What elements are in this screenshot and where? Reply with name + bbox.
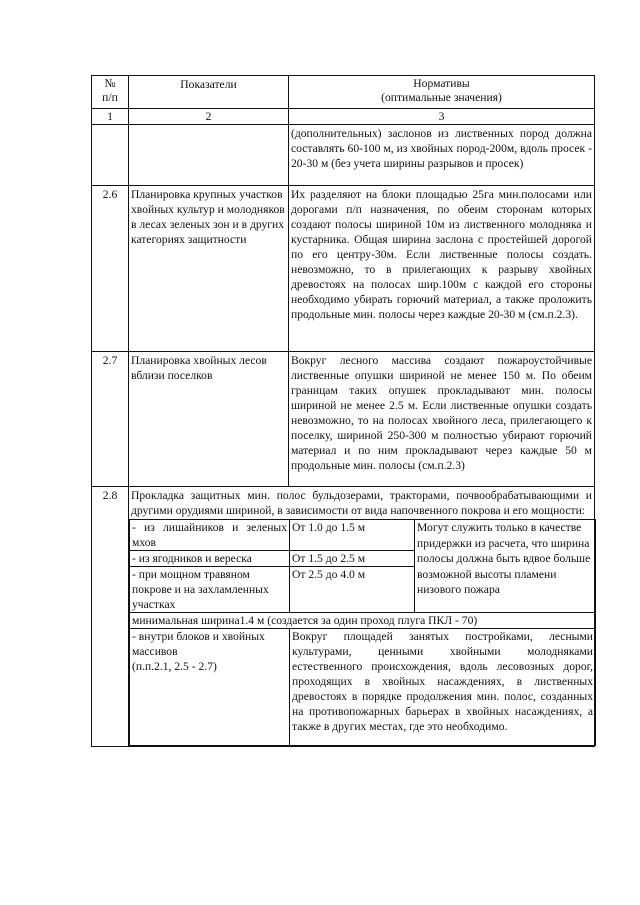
header-number-cell: № п/п xyxy=(92,76,129,109)
row-indicator: Планировка хвойных лесов вблизи поселков xyxy=(129,352,289,487)
row-indicator: Планировка крупных участков хвойных культур и молодняков в лесах зеленых зон и в других категориях защитности xyxy=(129,186,289,352)
row-norm-text: Их разделяют на блоки площадью 25га мин.полосами или дорогами п/п назначения, по обеим сторонам которых создают полосы шириной 10м из лиственного молодняка и кустарника. Общая ширина заслона с простейшей дорогой по его центру-30м. Если лиственные полосы создать. невозможно, то в прилегающих к разрыву хвойных древостоях на полосах шир.100м с каждой его стороны необходимо убирать горючий материал, а также проложить продольные мин. полосы через каждые 20-30 м (см.п.2.3). xyxy=(289,186,595,352)
header-norms-title: Нормативы xyxy=(413,77,470,90)
table-row-2-8 xyxy=(92,487,595,747)
inside-blocks-text: Вокруг площадей занятых постройками, лесными культурами, ценными хвойными молодняками естественного происхождения, вдоль лесовозных дорог, проходящих в хвойных насаждениях, в лиственных древостоях в порядке продолжения мин. полос, созданных на противопожарных барьерах в хвойных насаждениях, а также в других местах, где это необходимо. xyxy=(290,629,596,746)
table-header-row xyxy=(92,76,595,109)
table-row-2-6 xyxy=(92,186,595,352)
inside-blocks-reference: (п.п.2.1, 2.5 - 2.7) xyxy=(132,660,217,673)
strip-width-cell: От 1.5 до 2.5 м xyxy=(290,551,415,567)
norms-table xyxy=(91,75,595,747)
subtable-note-cell: Могут служить только в качестве придержки из расчета, что ширина полосы должна быть вдвое больше возможной высоты пламени низового пожара xyxy=(415,520,596,613)
subtable-row xyxy=(130,520,596,551)
row-2-8-intro: Прокладка защитных мин. полос бульдозерами, тракторами, почвообрабатывающими и другими орудиями шириной, в зависимости от вида напочвенного покрова и его мощности: xyxy=(131,489,592,517)
table-row-2-7 xyxy=(92,352,595,487)
row-norm-text: (дополнительных) заслонов из лиственных пород должна составлять 60-100 м, из хвойных пород-200м, вдоль просек - 20-30 м (без учета ширины разрывов и просек) xyxy=(289,125,595,186)
row-number-cell-empty xyxy=(92,125,129,186)
mineral-strip-subtable xyxy=(129,519,596,746)
table-row-continuation xyxy=(92,125,595,186)
row-norm-text: Вокруг лесного массива создают пожароустойчивые лиственные опушки шириной не менее 150 м. По обеим границам таких опушек прокладывают мин. полосы шириной не менее 2.5 м. Если лиственные опушки создать невозможно, то на полосах хвойного леса, прилегающего к поселку, шириной 250-300 м полностью убирают горючий материал и по ним прокладывают через каждые 50 м продольные мин. полосы (см.п.2.3) xyxy=(289,352,595,487)
row-2-8-content xyxy=(129,487,595,747)
header-norms-subtitle: (оптимальные значения) xyxy=(381,91,502,104)
inside-blocks-cell xyxy=(130,629,290,746)
header-indicators-cell: Показатели xyxy=(129,76,289,109)
cover-type-cell: - при мощном травяном покрове и на захламленных участках xyxy=(130,567,290,613)
row-number: 2.8 xyxy=(92,487,129,747)
row-number: 2.6 xyxy=(92,186,129,352)
strip-width-cell: От 2.5 до 4.0 м xyxy=(290,567,415,613)
column-number-row xyxy=(92,109,595,125)
strip-width-cell: От 1.0 до 1.5 м xyxy=(290,520,415,551)
column-number-3: 3 xyxy=(289,109,595,125)
row-number: 2.7 xyxy=(92,352,129,487)
cover-type-cell: - из лишайников и зеленых мхов xyxy=(130,520,290,551)
subtable-row xyxy=(130,613,596,629)
column-number-2: 2 xyxy=(129,109,289,125)
subtable-row xyxy=(130,629,596,746)
column-number-1: 1 xyxy=(92,109,129,125)
header-norms-cell xyxy=(289,76,595,109)
inside-blocks-label: - внутри блоков и хвойных массивов xyxy=(132,630,265,658)
cover-type-cell: - из ягодников и вереска xyxy=(130,551,290,567)
min-width-cell: минимальная ширина1.4 м (создается за один проход плуга ПКЛ - 70) xyxy=(130,613,596,629)
row-indicator-cell-empty xyxy=(129,125,289,186)
